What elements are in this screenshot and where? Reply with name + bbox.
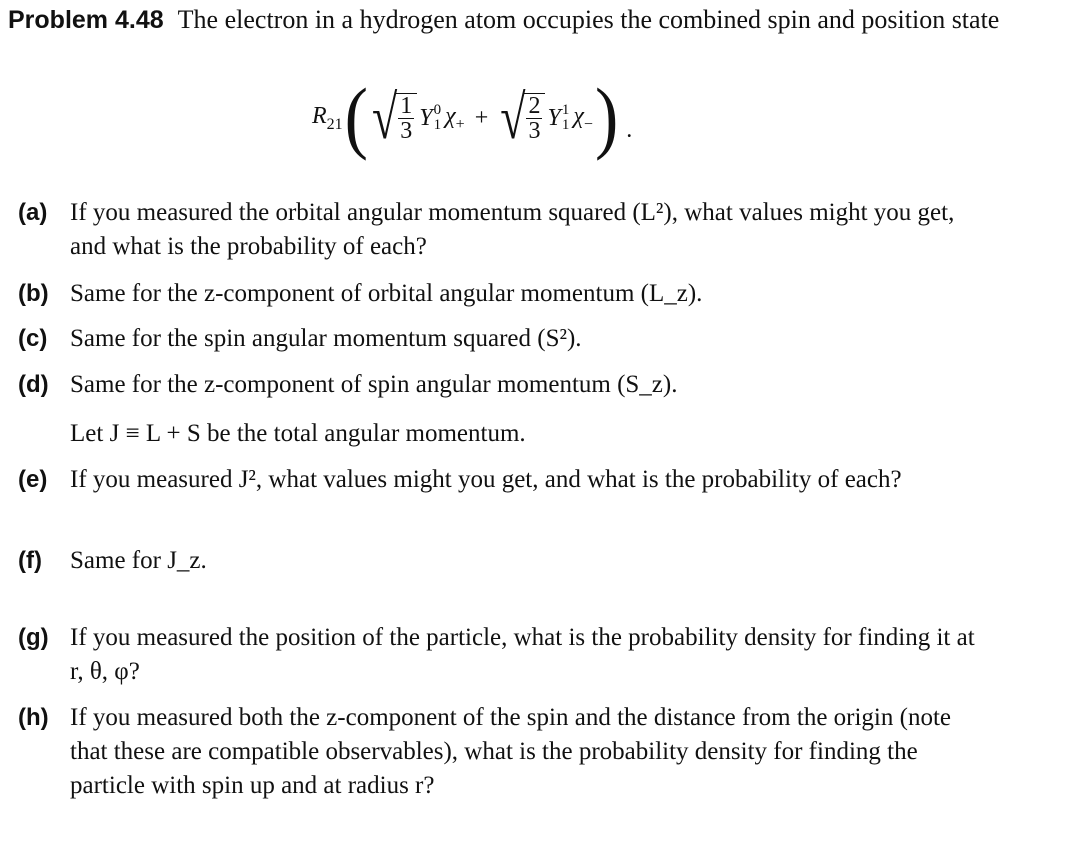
part-b — [18, 277, 978, 311]
spherical-harmonic-1-1: Y 1 1 — [547, 102, 570, 133]
part-label: (a) — [18, 199, 48, 226]
part-label: (d) — [18, 371, 49, 398]
spherical-harmonic-1-0: Y 0 1 — [419, 102, 442, 133]
part-text: Same for J_z. — [70, 547, 207, 574]
part-text: If you measured both the z-component of the spin and the distance from the origin (note that these are compatible observables), what is the probability density for finding the particle with spin up and at radius r? — [70, 704, 951, 799]
sqrt-one-third: √ $\frac{1}{3}$ — [372, 93, 417, 143]
part-label: (f) — [18, 547, 42, 574]
problem-intro — [8, 2, 1048, 38]
part-text: Same for the z-component of spin angular momentum (S_z). — [70, 371, 678, 398]
part-text: If you measured the orbital angular momentum squared (L²), what values might you get, and what is the probability of each? — [70, 199, 955, 260]
problem-title: Problem 4.48 — [8, 6, 164, 34]
part-label: (g) — [18, 624, 49, 651]
spinor-down: $\chi_-$ — [573, 102, 593, 133]
part-text: Same for the spin angular momentum squared (S²). — [70, 325, 582, 352]
part-f — [18, 544, 978, 578]
right-paren: ) — [594, 73, 619, 162]
fraction-one-third: $\frac{1}{3}$ — [395, 93, 417, 143]
total-angular-momentum-definition: Let J ≡ L + S be the total angular momentum. — [70, 420, 526, 447]
fraction-two-thirds: $\frac{2}{3}$ — [523, 93, 545, 143]
part-c — [18, 322, 978, 356]
state-equation: $R_{21}$ ( √ $\frac{1}{3}$ Y 0 1 $\chi_+$ + √ $\frac{2}{3}$ Y 1 1 $\chi_-$ ) . — [312, 73, 633, 162]
left-paren: ( — [344, 73, 368, 162]
spinor-up: $\chi_+$ — [445, 102, 465, 133]
part-e — [18, 463, 978, 497]
sqrt-two-thirds: √ $\frac{2}{3}$ — [500, 93, 545, 143]
part-d — [18, 368, 978, 402]
part-label: (e) — [18, 466, 48, 493]
part-text: Same for the z-component of orbital angular momentum (L_z). — [70, 280, 703, 307]
part-a — [18, 196, 978, 264]
part-label: (h) — [18, 704, 49, 731]
part-g — [18, 621, 978, 689]
plus-sign: + — [474, 104, 489, 131]
part-text: If you measured J², what values might you get, and what is the probability of each? — [70, 466, 902, 493]
part-label: (c) — [18, 325, 48, 352]
part-text: If you measured the position of the particle, what is the probability density for finding it at r, θ, φ? — [70, 624, 975, 685]
part-h — [18, 701, 978, 803]
part-label: (b) — [18, 280, 49, 307]
problem-intro-text: The electron in a hydrogen atom occupies the combined spin and position state — [177, 5, 1000, 34]
radial-function: $R_{21}$ — [312, 102, 343, 133]
